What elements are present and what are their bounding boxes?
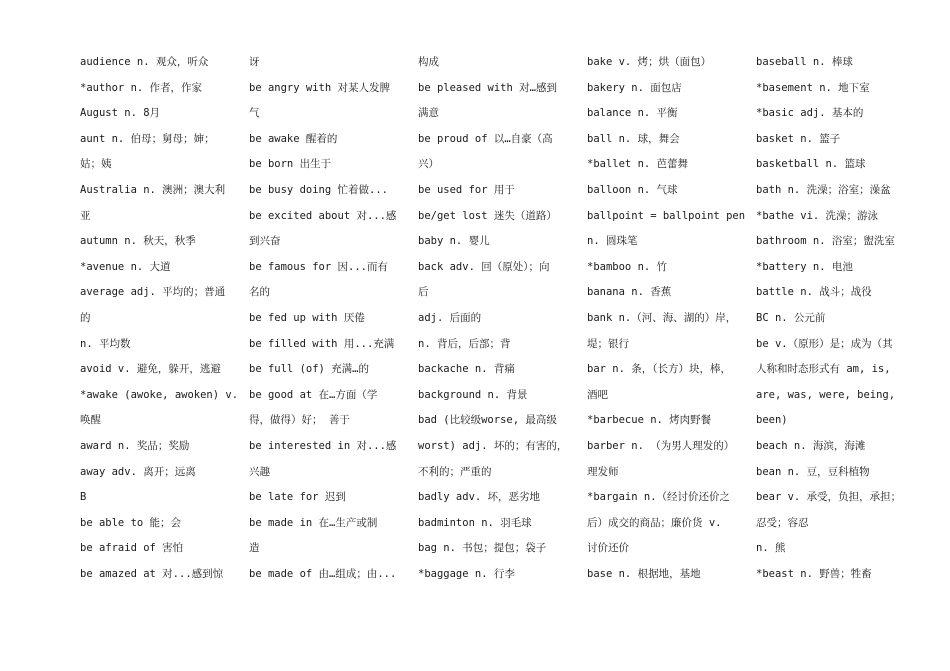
vocab-line: 造 — [249, 542, 260, 555]
vocab-line: adj. 后面的 — [418, 311, 482, 324]
vocab-line: *avenue n. 大道 — [80, 260, 171, 273]
vocab-line: 满意 — [418, 107, 439, 120]
vocab-line: bank n.（河、海、湖的）岸， — [587, 311, 737, 324]
vocab-line: bag n. 书包；提包；袋子 — [418, 542, 547, 555]
vocab-column-4 — [587, 50, 747, 587]
vocab-line: average adj. 平均的；普通 — [80, 286, 226, 299]
vocab-line: badminton n. 羽毛球 — [418, 516, 532, 529]
vocab-line: aunt n. 伯母；舅母；婶； — [80, 132, 215, 145]
vocab-line: been) — [756, 414, 788, 427]
vocab-line: balloon n. 气球 — [587, 183, 678, 196]
vocab-line: 后 — [418, 286, 429, 299]
vocab-line: award n. 奖品；奖励 — [80, 439, 190, 452]
vocab-line: barber n. （为男人理发的） — [587, 439, 735, 452]
vocab-line: n. 背后，后部；背 — [418, 337, 511, 350]
vocab-line: 后）成交的商品；廉价货 v. — [587, 516, 722, 529]
vocab-line: *barbecue n. 烤肉野餐 — [587, 414, 712, 427]
vocab-line: 得，做得）好； 善于 — [249, 414, 350, 427]
vocab-line: basket n. 篮子 — [756, 132, 841, 145]
vocab-line: August n. 8月 — [80, 107, 161, 120]
vocab-line: be made in 在…生产或制 — [249, 516, 378, 529]
vocab-line: n. 圆珠笔 — [587, 235, 638, 248]
vocab-line: be fed up with 厌倦 — [249, 311, 365, 324]
vocab-line: 姑；姨 — [80, 158, 112, 171]
vocab-line: be v.（原形）是；成为（其 — [756, 337, 893, 350]
vocab-line: be famous for 因...而有 — [249, 260, 388, 273]
vocab-line: n. 熊 — [756, 542, 786, 555]
vocab-line: be interested in 对...感 — [249, 439, 397, 452]
vocab-line: bakery n. 面包店 — [587, 81, 682, 94]
vocab-line: bathroom n. 浴室；盥洗室 — [756, 235, 895, 248]
vocab-line: are, was, were, being, — [756, 388, 896, 401]
vocab-line: bad (比较级worse, 最高级 — [418, 414, 557, 427]
vocab-line: be busy doing 忙着做... — [249, 183, 388, 196]
vocab-line: n. 平均数 — [80, 337, 131, 350]
vocab-line: 忍受；容忍 — [756, 516, 809, 529]
vocab-line: back adv. 回（原处）；向 — [418, 260, 550, 273]
vocab-line: autumn n. 秋天，秋季 — [80, 235, 196, 248]
vocab-line: backache n. 背痛 — [418, 363, 515, 376]
vocab-line: be/get lost 迷失（道路） — [418, 209, 557, 222]
vocab-line: 堤；银行 — [587, 337, 629, 350]
vocab-line: background n. 背景 — [418, 388, 528, 401]
vocab-line: baseball n. 棒球 — [756, 56, 853, 68]
vocab-line: *basic adj. 基本的 — [756, 107, 864, 120]
vocab-line: 不利的；严重的 — [418, 465, 492, 478]
vocab-column-5 — [756, 50, 916, 587]
vocab-line: 名的 — [249, 286, 270, 299]
vocab-column-1 — [80, 50, 240, 587]
vocab-line: 亚 — [80, 209, 91, 222]
vocab-line: *bamboo n. 竹 — [587, 260, 668, 273]
vocab-line: 的 — [80, 311, 91, 324]
vocab-line: basketball n. 篮球 — [756, 158, 866, 171]
vocab-line: be used for 用于 — [418, 183, 515, 196]
vocab-line: bear v. 承受，负担，承担； — [756, 491, 902, 504]
vocab-line: 兴趣 — [249, 465, 270, 478]
vocab-line: *bargain n.（经讨价还价之 — [587, 491, 731, 504]
vocab-line: be late for 迟到 — [249, 491, 346, 504]
vocab-line: be pleased with 对…感到 — [418, 81, 557, 94]
vocab-line: *author n. 作者，作家 — [80, 81, 203, 94]
vocab-line: bake v. 烤；烘（面包） — [587, 56, 712, 68]
vocab-line: be proud of 以…自豪（高 — [418, 132, 553, 145]
vocab-line: 构成 — [418, 56, 439, 68]
vocab-line: B — [80, 491, 87, 504]
vocab-line: be afraid of 害怕 — [80, 542, 184, 555]
vocab-line: BC n. 公元前 — [756, 311, 826, 324]
vocab-line: 到兴奋 — [249, 235, 281, 248]
vocab-column-2 — [249, 50, 409, 587]
vocab-line: *bathe vi. 洗澡；游泳 — [756, 209, 879, 222]
vocab-line: ballpoint = ballpoint pen — [587, 209, 746, 222]
vocab-line: 讶 — [249, 56, 260, 68]
vocab-line: Australia n. 澳洲；澳大利 — [80, 183, 226, 196]
vocab-line: *ballet n. 芭蕾舞 — [587, 158, 689, 171]
vocab-line: be awake 醒着的 — [249, 132, 338, 145]
vocab-line: 气 — [249, 107, 260, 120]
vocab-line: 讨价还价 — [587, 542, 629, 555]
vocab-line: *baggage n. 行李 — [418, 567, 515, 580]
vocab-line: ball n. 球，舞会 — [587, 132, 680, 145]
vocab-line: banana n. 香蕉 — [587, 286, 672, 299]
vocab-column-3 — [418, 50, 578, 587]
vocab-line: bean n. 豆，豆科植物 — [756, 465, 870, 478]
vocab-line: baby n. 婴儿 — [418, 235, 490, 248]
vocab-line: 理发师 — [587, 465, 619, 478]
vocab-line: audience n. 观众，听众 — [80, 56, 209, 68]
vocab-line: *awake (awoke, awoken) v. — [80, 388, 239, 401]
vocab-line: bar n. 条，（长方）块，棒， — [587, 363, 732, 376]
vocab-line: be angry with 对某人发脾 — [249, 81, 391, 94]
vocab-line: be filled with 用...充满 — [249, 337, 395, 350]
vocab-line: avoid v. 避免，躲开，逃避 — [80, 363, 221, 376]
vocab-line: 兴） — [418, 158, 439, 171]
vocab-line: base n. 根据地，基地 — [587, 567, 701, 580]
vocab-line: be excited about 对...感 — [249, 209, 397, 222]
vocab-line: balance n. 平衡 — [587, 107, 678, 120]
vocab-line: beach n. 海滨，海滩 — [756, 439, 866, 452]
vocab-line: 唤醒 — [80, 414, 101, 427]
vocab-line: bath n. 洗澡；浴室；澡盆 — [756, 183, 891, 196]
vocab-line: *basement n. 地下室 — [756, 81, 870, 94]
vocab-line: worst) adj. 坏的；有害的， — [418, 439, 568, 452]
vocab-line: 酒吧 — [587, 388, 608, 401]
vocab-line: away adv. 离开；远离 — [80, 465, 196, 478]
vocab-line: be made of 由…组成；由... — [249, 567, 397, 580]
vocab-line: *battery n. 电池 — [756, 260, 853, 273]
vocab-line: battle n. 战斗；战役 — [756, 286, 872, 299]
vocab-line: be born 出生于 — [249, 158, 332, 171]
vocab-line: 人称和时态形式有 am, is, — [756, 363, 891, 376]
vocab-line: *beast n. 野兽；牲畜 — [756, 567, 872, 580]
vocab-line: be full (of) 充满…的 — [249, 363, 370, 376]
vocab-line: be good at 在…方面（学 — [249, 388, 378, 401]
vocab-line: be amazed at 对...感到惊 — [80, 567, 224, 580]
vocab-line: badly adv. 坏，恶劣地 — [418, 491, 541, 504]
vocab-line: be able to 能；会 — [80, 516, 182, 529]
